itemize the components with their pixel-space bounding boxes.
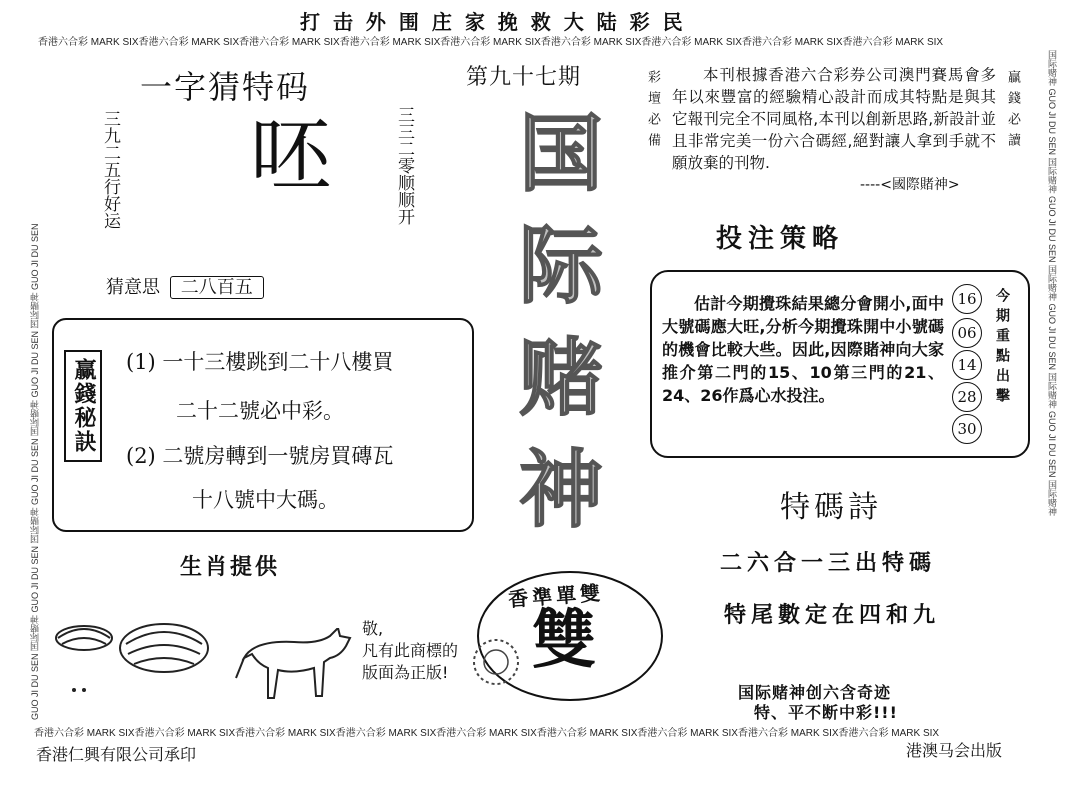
- brand-char-4: 神: [518, 440, 603, 539]
- zodiac-title: 生肖提供: [180, 555, 281, 580]
- riddle-left-verse: 三九二五行好运: [100, 110, 120, 229]
- poem-title: 特碼詩: [780, 490, 882, 525]
- intro-signature: ----<國際賭神>: [860, 177, 960, 193]
- brand-char-1: 国: [518, 104, 603, 203]
- strategy-number-3: 14: [952, 350, 982, 380]
- tips-line-3: (2) 二號房轉到一號房買磚瓦: [126, 444, 394, 468]
- marquee-right: 国际赌神 GUO JI DU SEN 国际赌神 GUO JI DU SEN 国际赌神 GUO JI DU SEN 国际赌神 GUO JI DU SEN 国际赌神: [1047, 50, 1057, 517]
- notice-line-1: 敬,: [362, 619, 384, 638]
- tips-line-1: (1) 一十三樓跳到二十八樓買: [126, 350, 394, 374]
- slogan-line-2: 特、平不断中彩!!!: [754, 703, 898, 722]
- brand-char-3: 赌: [518, 328, 603, 427]
- strategy-text: 估計今期攪珠結果總分會開小,面中大號碼應大旺,分析今期攪珠開中小號碼的機會比較大些。因此,因際賭神向大家推介第二門的15、10第三門的21、24、26作爲心水投注。: [662, 294, 944, 405]
- notice-text: [362, 618, 458, 684]
- strategy-number-4: 28: [952, 382, 982, 412]
- brand-char-2: 际: [518, 216, 603, 315]
- ox-illustration: [232, 628, 352, 708]
- riddle-title: 一字猜特码: [140, 68, 311, 106]
- riddle-char: 呸: [250, 109, 333, 204]
- tips-label: 赢錢秘訣: [64, 350, 102, 462]
- notice-line-2: 凡有此商標的: [362, 641, 459, 660]
- riddle-guess-label: 猜意思: [106, 277, 160, 298]
- strategy-side-label: 今期重點出擊: [994, 288, 1010, 408]
- tiger-illustration: [44, 608, 214, 698]
- poem-line-1: 二六合一三出特碼: [720, 550, 937, 576]
- intro-side-left: 彩壇必備: [645, 70, 660, 154]
- brand-title: [506, 98, 616, 546]
- marquee-bottom: 香港六合彩 MARK SIX香港六合彩 MARK SIX香港六合彩 MARK SIX香港六合彩 MARK SIX香港六合彩 MARK SIX香港六合彩 MARK SIX香港六合彩 MARK SIX香港六合彩 MARK SIX香港六合彩 MARK SIX: [34, 728, 940, 739]
- header-banner: 打 击 外 围 庄 家 挽 救 大 陆 彩 民: [300, 10, 686, 34]
- strategy-number-5: 30: [952, 414, 982, 444]
- riddle-guess: [106, 273, 264, 299]
- strategy-number-2: 06: [952, 318, 982, 348]
- tips-line-2: 二十二號必中彩。: [176, 399, 344, 423]
- intro-side-right: 贏錢必讀: [1005, 70, 1020, 154]
- intro-text: 本刊根據香港六合彩券公司澳門賽馬會多年以來豐富的經驗精心設計而成其特點是與其它報刊完全不同風格,本刊以創新思路,新設計並且非常完美一份六合碼經,絕對讓人拿到手就不願放棄的刊物.: [672, 66, 996, 172]
- issue-number: 第九十七期: [466, 65, 582, 90]
- marquee-left: GUO JI DU SEN 国际赌神 GUO JI DU SEN 国际赌神 GUO JI DU SEN 国际赌神 GUO JI DU SEN 国际赌神 GUO JI DU SEN: [30, 223, 40, 720]
- strategy-title: 投注策略: [716, 224, 845, 254]
- footer-publisher: 港澳马会出版: [906, 741, 1003, 760]
- marquee-top: 香港六合彩 MARK SIX香港六合彩 MARK SIX香港六合彩 MARK SIX香港六合彩 MARK SIX香港六合彩 MARK SIX香港六合彩 MARK SIX香港六合彩 MARK SIX香港六合彩 MARK SIX香港六合彩 MARK SIX: [38, 37, 944, 48]
- strategy-number-1: 16: [952, 284, 982, 314]
- seal-center: 雙: [532, 603, 596, 678]
- footer-printer: 香港仁興有限公司承印: [36, 745, 197, 764]
- tips-line-4: 十八號中大碼。: [192, 488, 339, 512]
- riddle-guess-value: 二八百五: [170, 276, 264, 299]
- notice-line-3: 版面為正版!: [362, 663, 449, 682]
- poem-line-2: 特尾數定在四和九: [724, 602, 941, 628]
- slogan-line-1: 国际赌神创六含奇迹: [738, 683, 892, 702]
- seal-arc-text: 香準單雙: [507, 580, 605, 612]
- riddle-right-verse: 三三二零顺顺开: [394, 106, 414, 225]
